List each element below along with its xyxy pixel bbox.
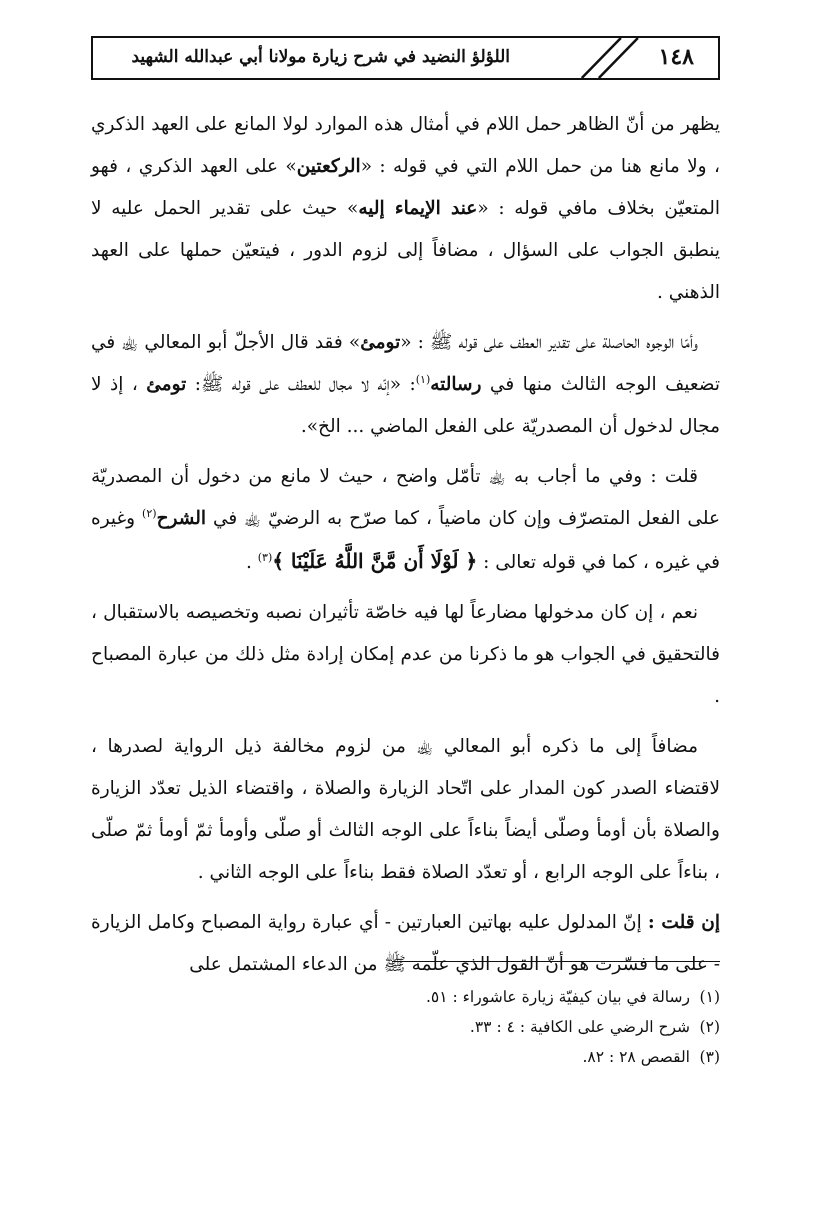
quran-verse: ﴿ لَوْلَا أَن مَّنَّ اللَّهُ عَلَيْنَا ﴾ bbox=[272, 549, 478, 573]
emphasis: رسالته bbox=[430, 374, 482, 395]
body-text bbox=[91, 104, 720, 986]
footnote-ref: (٣) bbox=[257, 550, 273, 564]
emphasis: الشرح bbox=[156, 508, 206, 529]
paragraph: مضافاً إلى ما ذكره أبو المعالي ﵀ من لزوم مخالفة ذيل الرواية لصدرها ، لاقتضاء الصدر كون المدار على اتّحاد الزيارة والصلاة ، واقتضاء الذيل تعدّد الزيارة والصلاة بأن أومأ وصلّى أيضاً بناءاً على الوجه الثالث أو صلّى وأومأ ثمّ أومأ ثمّ صلّى ، بناءاً على الوجه الرابع ، أو تعدّد الصلاة فقط بناءاً على الوجه الثاني . bbox=[91, 736, 720, 883]
footnotes bbox=[240, 982, 720, 1072]
paragraph: قلت : وفي ما أجاب به ﵀ تأمّل واضح ، حيث لا مانع من دخول أن المصدريّة على الفعل المتصرّف وإن كان ماضياً ، كما صرّح به الرضيّ ﵀ في الشرح$^{(٢)}$ وغيره في غيره ، كما في قوله تعالى : ﴿ لَوْلَا أَن مَّنَّ اللَّهُ عَلَيْنَا ﴾$^{(٣)}$ . bbox=[91, 466, 720, 573]
paragraph: إن قلت : إنّ المدلول عليه بهاتين العبارتين - أي عبارة رواية المصباح وكامل الزيارة - على ما فسّرت هو أنّ القول الذي علّمه ﷺ من الدعاء المشتمل على bbox=[91, 912, 720, 975]
emphasis: الركعتين bbox=[296, 156, 361, 177]
footnote-text: رسالة في بيان كيفيّة زيارة عاشوراء : ٥١. bbox=[425, 988, 690, 1006]
footnote-text: شرح الرضي على الكافية : ٤ : ٣٣. bbox=[469, 1018, 690, 1036]
emphasis: عند الإيماء إليه bbox=[358, 198, 478, 219]
page-number: ١٤٨ bbox=[658, 44, 694, 70]
paragraph: نعم ، إن كان مدخولها مضارعاً لها فيه خاصّة تأثيران نصبه وتخصيصه بالاستقبال ، فالتحقيق في الجواب هو ما ذكرنا من عدم إمكان إرادة مثل ذلك من عبارة المصباح . bbox=[91, 602, 720, 707]
emphasis: تومئ bbox=[360, 332, 401, 353]
footnote bbox=[240, 1012, 720, 1042]
footnote-number: (٣) bbox=[699, 1048, 720, 1066]
footnote-text: القصص ٢٨ : ٨٢. bbox=[582, 1048, 690, 1066]
running-header bbox=[91, 36, 720, 80]
footnote bbox=[240, 1042, 720, 1072]
book-title: اللؤلؤ النضيد في شرح زيارة مولانا أبي عبدالله الشهيد bbox=[131, 47, 510, 67]
emphasis: إن قلت : bbox=[647, 912, 720, 933]
paragraph: يظهر من أنّ الظاهر حمل اللام في أمثال هذه الموارد لولا المانع على العهد الذكري ، ولا مانع هنا من حمل اللام التي في قوله : «الركعتين» على العهد الذكري ، فهو المتعيّن بخلاف مافي قوله : «عند الإيماء إليه» حيث على تقدير الحمل عليه لا ينطبق الجواب على السؤال ، مضافاً إلى لزوم الدور ، فيتعيّن حملها على العهد الذهني . bbox=[91, 114, 720, 303]
footnote-number: (٢) bbox=[699, 1018, 720, 1036]
footnote-separator bbox=[392, 961, 720, 962]
emphasis: تومئ bbox=[146, 374, 187, 395]
paragraph: وأمّا الوجوه الحاصلة على تقدير العطف على قوله ﷺ : «تومئ» فقد قال الأجلّ أبو المعالي ﵀ في تضعيف الوجه الثالث منها في رسالته$^{(١)}$: «إنّه لا مجال للعطف على قوله ﷺ: تومئ ، إذ لا مجال لدخول أن المصدريّة على الفعل الماضي ... الخ». bbox=[91, 332, 720, 437]
footnote-ref: (٢) bbox=[142, 506, 157, 520]
footnote bbox=[240, 982, 720, 1012]
footnote-number: (١) bbox=[699, 988, 720, 1006]
footnote-ref: (١) bbox=[415, 372, 431, 386]
